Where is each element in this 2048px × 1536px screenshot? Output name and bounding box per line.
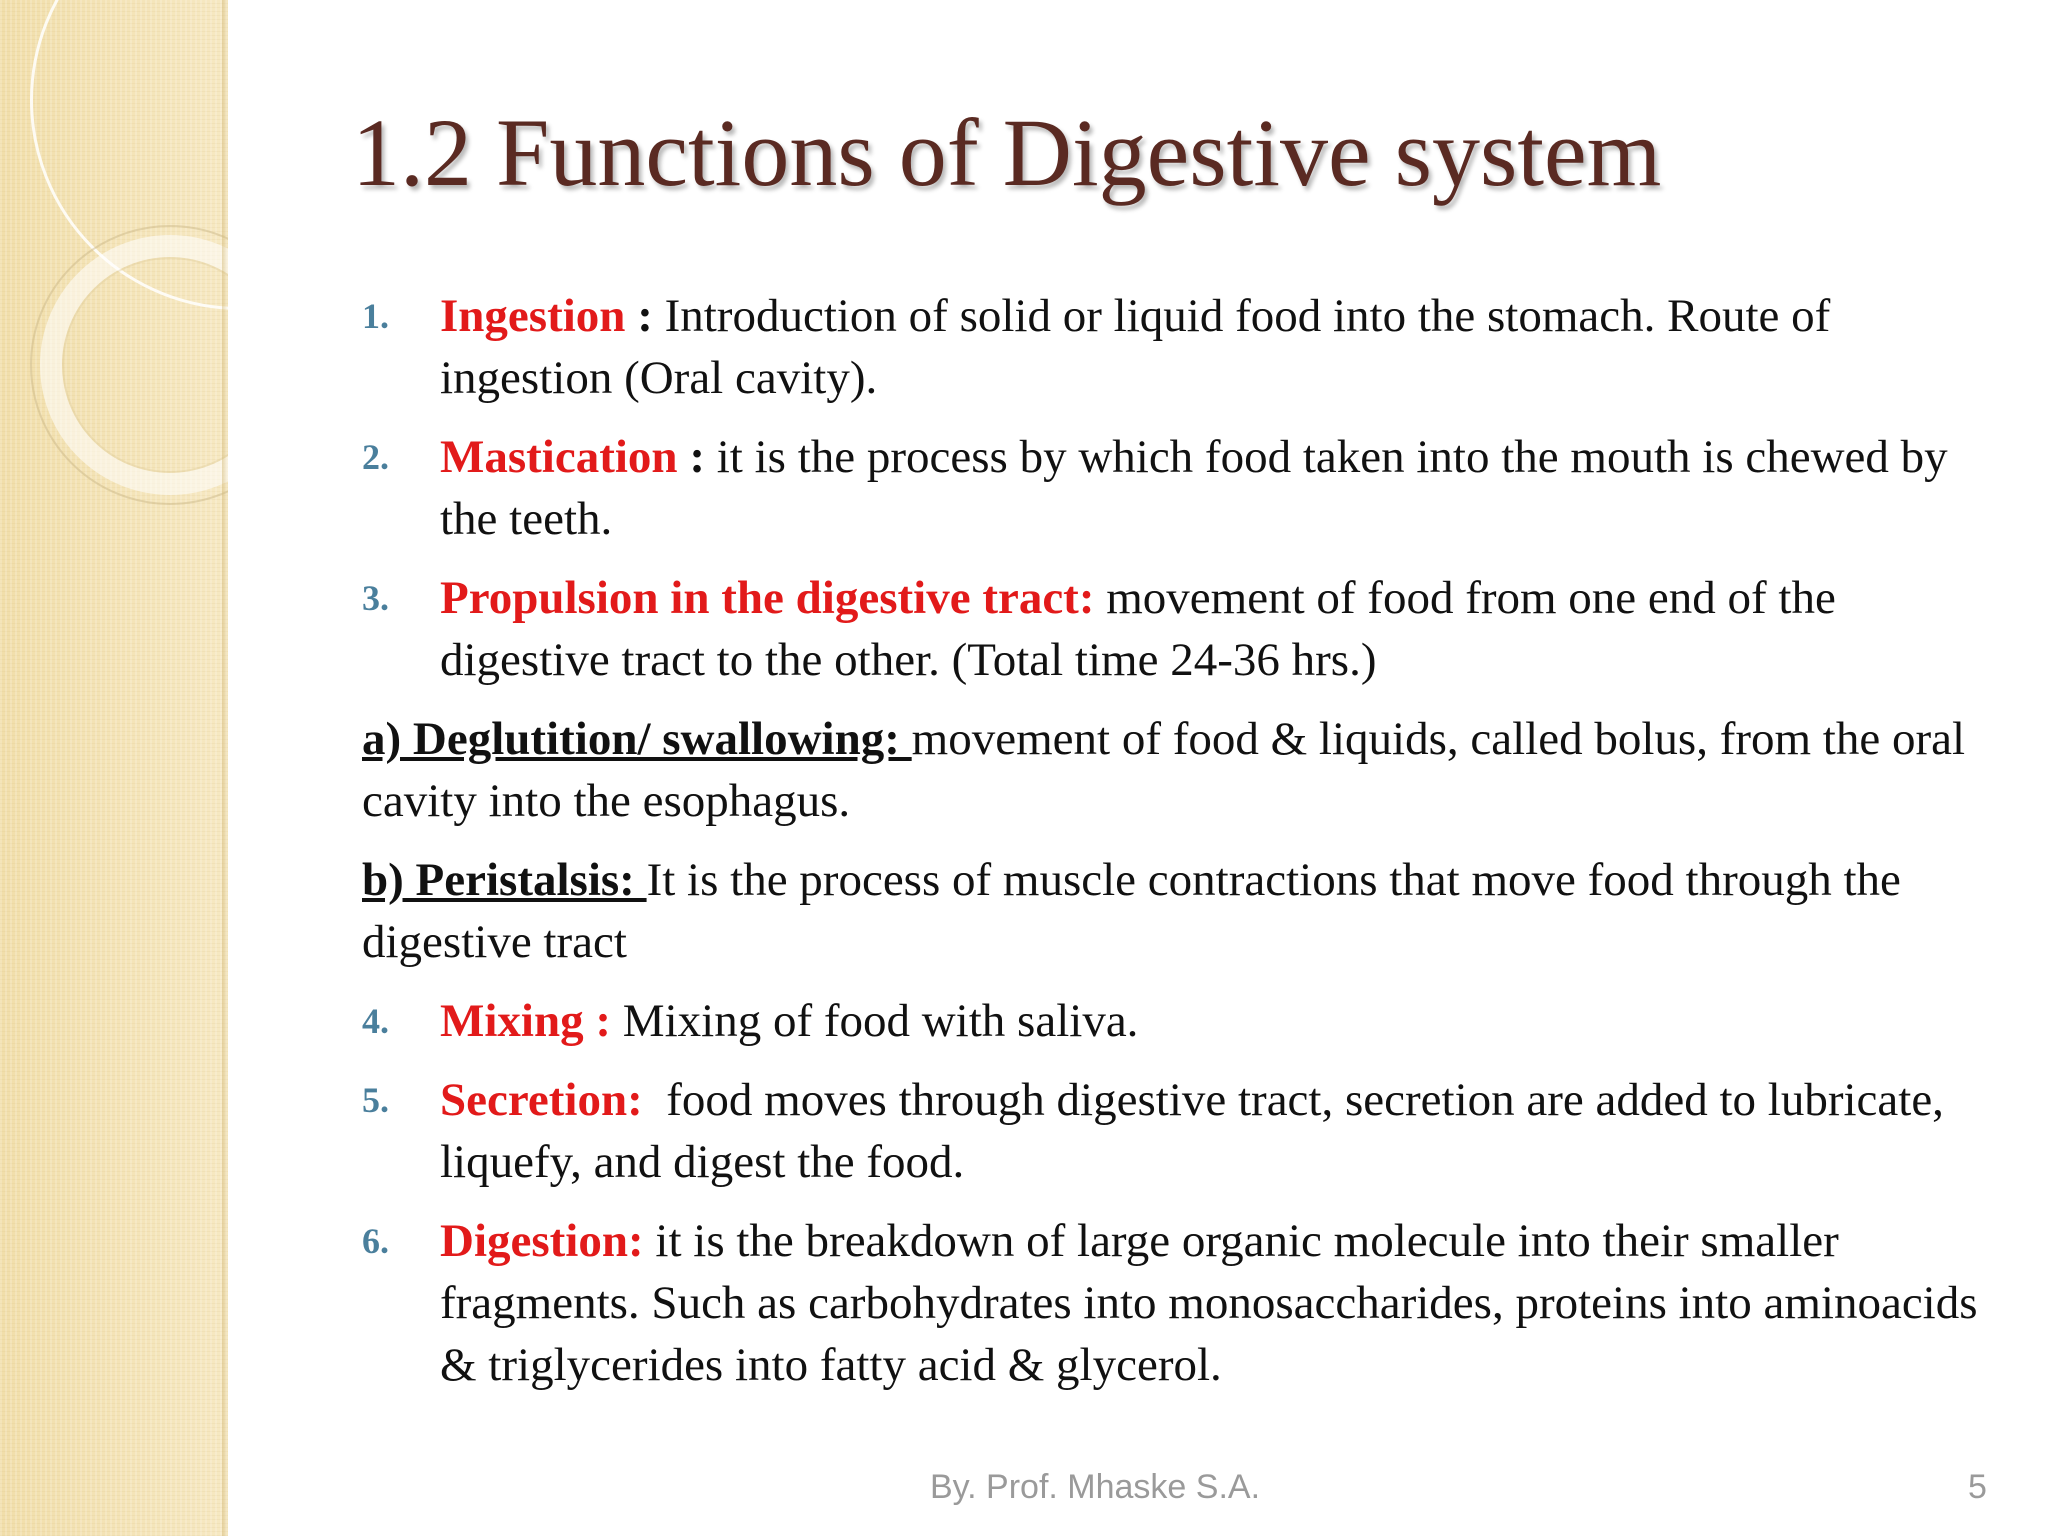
slide-title: 1.2 Functions of Digestive system [352,99,1662,206]
item-description: Mixing of food with saliva. [622,995,1139,1047]
list-number: 5. [362,1080,389,1120]
sub-description: It is the process of muscle contractions that move food through the digestive tract [362,854,1901,968]
item-description: movement of food from one end of the digestive tract to the other. (Total time 24-36 hrs.) [440,572,1836,686]
term-propulsion: Propulsion in the digestive tract: [440,572,1095,624]
term-separator: : [625,290,665,342]
list-number: 6. [362,1221,389,1261]
slide-footer-author: By. Prof. Mhaske S.A. [930,1468,1261,1506]
list-item-propulsion [362,567,1992,691]
decorative-side-band [0,0,228,1536]
term-mixing: Mixing : [440,995,612,1047]
list-number: 4. [362,1001,389,1041]
item-description: it is the breakdown of large organic molecule into their smaller fragments. Such as carbohydrates into monosaccharides, proteins into aminoacids & triglycerides into fatty acid & glycerol. [440,1215,1978,1391]
term-separator [643,1074,667,1126]
term-separator [644,1215,656,1267]
list-number: 1. [362,296,389,336]
term-separator: : [677,431,717,483]
sub-label-deglutition: a) Deglutition/ swallowing: [362,713,912,765]
term-secretion: Secretion: [440,1074,643,1126]
slide-content [362,285,1992,1413]
item-description: Introduction of solid or liquid food into the stomach. Route of ingestion (Oral cavity). [440,290,1831,404]
term-separator [611,995,623,1047]
list-item-mastication [362,426,1992,550]
item-description: it is the process by which food taken into the mouth is chewed by the teeth. [440,431,1948,545]
band-edge-shadow [222,0,228,1536]
term-digestion: Digestion: [440,1215,644,1267]
list-item-ingestion [362,285,1992,409]
item-description: food moves through digestive tract, secretion are added to lubricate, liquefy, and digest the food. [440,1074,1944,1188]
list-number: 2. [362,437,389,477]
list-number: 3. [362,578,389,618]
list-item-mixing [362,990,1992,1052]
sub-item-deglutition [362,708,1992,832]
sub-label-peristalsis: b) Peristalsis: [362,854,647,906]
list-item-secretion [362,1069,1992,1193]
slide-page-number: 5 [1968,1468,1987,1506]
term-ingestion: Ingestion [440,290,626,342]
term-mastication: Mastication [440,431,678,483]
sub-description: movement of food & liquids, called bolus, from the oral cavity into the esophagus. [362,713,1966,827]
list-item-digestion [362,1210,1992,1396]
term-separator [1095,572,1107,624]
sub-item-peristalsis [362,849,1992,973]
